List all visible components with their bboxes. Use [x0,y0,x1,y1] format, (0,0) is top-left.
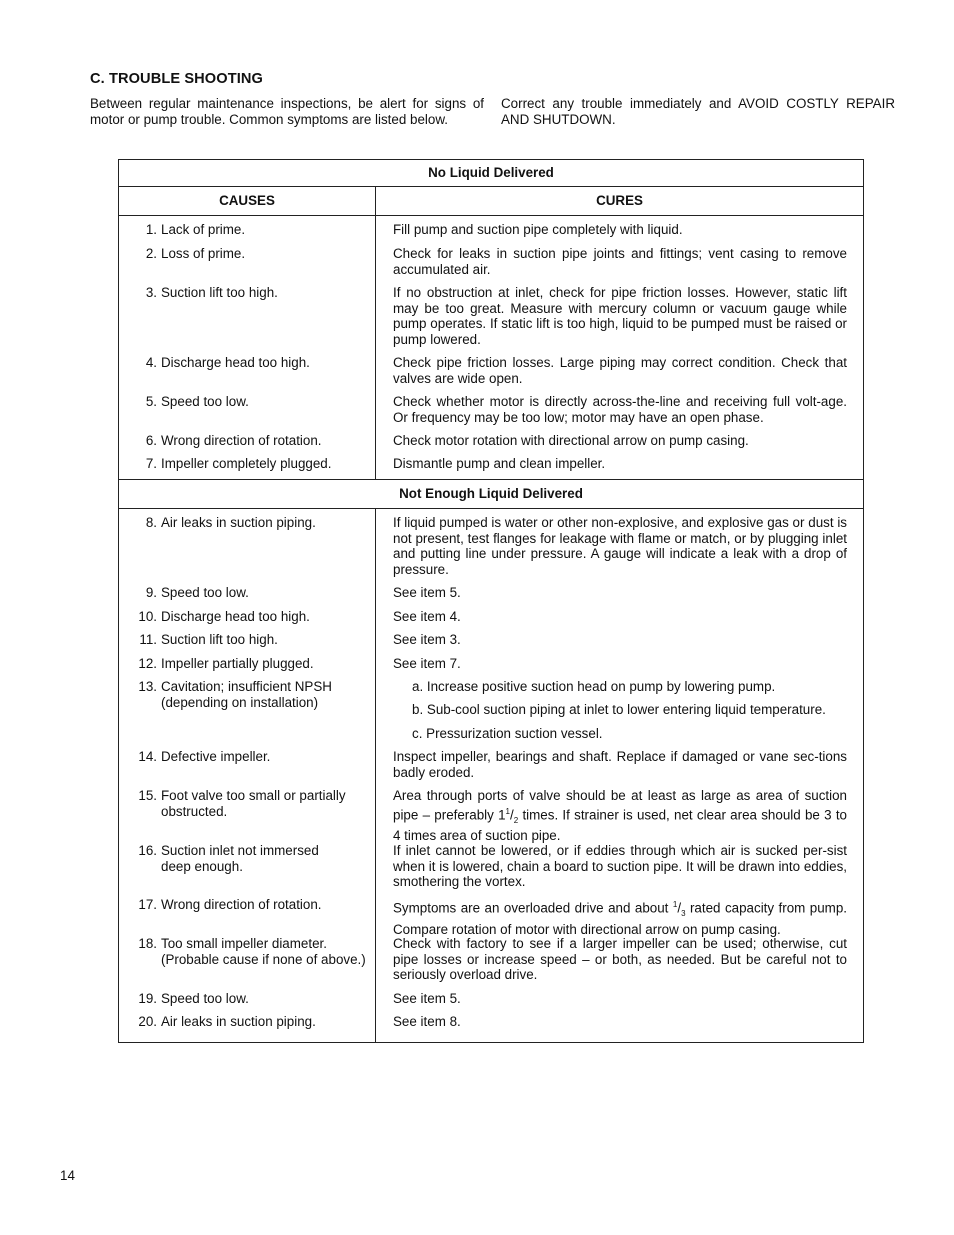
table-row: 6. Wrong direction of rotation. Check motor rotation with directional arrow on pump casing. [145,433,749,448]
table-row: 4. Discharge head too high. Check pipe friction losses. Large piping may correct condition. Check that valves are wide open. [145,355,847,386]
troubleshooting-table [118,159,864,1043]
table-row: 2. Loss of prime. Check for leaks in suction pipe joints and fittings; vent casing to remove accumulated air. [145,246,847,277]
table-row: 9. Speed too low. See item 5. [145,585,461,600]
table-row: 8. Air leaks in suction piping. If liquid pumped is water or other non-explosive, and explosive gas or dust is not present, test flanges for leakage with flame or match, or by plugging inlet and putting line under pressure. A gauge will indicate a leak with a drop of pressure. [145,515,847,577]
table-row: 15. Foot valve too small or partially obstructed. Area through ports of valve should be at least as large as area of suction pipe – preferably $1^1/_2$ times. If strainer is used, net clear area should be 3 to 4 times area of suction pipe. [138,788,847,844]
table-row: 18. Too small impeller diameter. (Probable cause if none of above.) Check with factory to see if a larger impeller can be used; otherwise, cut pipe losses or increase speed – or both, as needed. But be careful not to seriously overload drive. [138,936,847,983]
intro-text-right: Correct any trouble immediately and AVOID COSTLY REPAIR AND SHUTDOWN. [501,96,895,127]
section-title-not-enough-liquid: Not Enough Liquid Delivered [119,480,863,509]
section-heading: C. TROUBLE SHOOTING [90,71,263,87]
table-row: 11. Suction lift too high. See item 3. [139,632,461,647]
cures-header: CURES [596,193,643,208]
intro-text-left: Between regular maintenance inspections, be alert for signs of motor or pump trouble. Common symptoms are listed below. [90,96,484,127]
table-row: 10. Discharge head too high. See item 4. [138,609,461,624]
table-row: 16. Suction inlet not immersed deep enough. If inlet cannot be lowered, or if eddies through which air is sucked per-sist when it is lowered, chain a board to suction pipe. It will be drawn into eddies, smothering the vortex. [138,843,847,890]
table-row: 7. Impeller completely plugged. Dismantle pump and clean impeller. [145,456,606,471]
table-row: 5. Speed too low. Check whether motor is directly across-the-line and receiving full volt-age. Or frequency may be too low; motor may have an open phase. [145,394,847,425]
causes-header: CAUSES [119,187,376,215]
table-row: 20. Air leaks in suction piping. See item 8. [138,1014,461,1029]
table-row: 3. Suction lift too high. If no obstruction at inlet, check for pipe friction losses. However, static lift may be too great. Measure with mercury column or vacuum gauge while pump operates. If static lift is too high, liquid to be pumped must be raised or pump lowered. [145,285,847,347]
column-headers [119,187,863,216]
not-enough-liquid-rows [119,509,863,1042]
page-number: 14 [60,1168,75,1183]
table-row: 1. Lack of prime. Fill pump and suction pipe completely with liquid. [145,222,683,237]
table-row: 14. Defective impeller. Inspect impeller, bearings and shaft. Replace if damaged or vane sec-tions badly eroded. [138,749,847,780]
table-row: 19. Speed too low. See item 5. [138,991,461,1006]
table-row: 13. Cavitation; insufficient NPSH (depending on installation) a. Increase positive suction head on pump by lowering pump. b. Sub-cool suction piping at inlet to lower entering liquid temperature. c. Pressurization suction vessel. [138,679,826,741]
section-title-no-liquid: No Liquid Delivered [119,160,863,187]
no-liquid-rows [119,216,863,480]
table-row: 17. Wrong direction of rotation. Symptoms are an overloaded drive and about $^1/_3$ rated capacity from pump. Compare rotation of motor with directional arrow on pump casing. [138,897,848,937]
table-row: 12. Impeller partially plugged. See item 7. [138,656,461,671]
